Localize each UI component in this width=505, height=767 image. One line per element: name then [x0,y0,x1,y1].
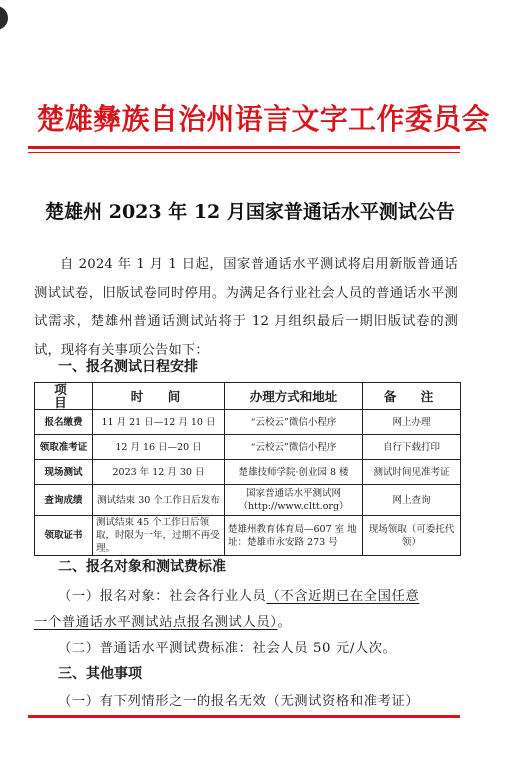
cell-method: 国家普通话水平测试网（http://www.cltt.org） [225,485,363,516]
cell-time: 2023 年 12 月 30 日 [93,460,225,485]
table-row [35,460,461,485]
eligibility-line-continued [34,611,291,630]
eligibility-period: 。 [277,615,292,630]
issuer-header: 楚雄彝族自治州语言文字工作委员会 [36,102,490,136]
page-corner-mark [0,6,8,30]
cell-method: 楚雄技师学院·创业园 8 楼 [225,460,363,485]
fee-standard-line: （二）普通话水平测试费标准：社会人员 50 元/人次。 [58,641,397,656]
table-row [35,485,461,516]
cell-item: 领取证书 [35,516,93,556]
cell-method: “云校云”微信小程序 [225,410,363,435]
table-row [35,435,461,460]
cell-time: 测试结束 30 个工作日后发布 [93,485,225,516]
table-row [35,410,461,435]
cell-note: 网上查询 [363,485,461,516]
cell-item: 领取准考证 [35,435,93,460]
cell-item: 报名缴费 [35,410,93,435]
eligibility-line [58,585,419,604]
col-header-method: 办理方式和地址 [225,383,363,410]
document-title: 楚雄州 2023 年 12 月国家普通话水平测试公告 [45,201,455,223]
table-row [35,516,461,556]
col-header-time: 时 间 [93,383,225,410]
cell-time: 测试结束 45 个工作日后领取，时限为一年，过期不再受理。 [93,516,225,556]
cell-item: 查询成绩 [35,485,93,516]
col-header-item: 项 目 [35,383,93,410]
section-heading-eligibility: 二、报名对象和测试费标准 [58,559,226,575]
schedule-table [34,382,461,556]
cell-time: 11 月 21 日—12 月 10 日 [93,410,225,435]
cell-note: 测试时间见准考证 [363,460,461,485]
cell-method: 楚雄州教育体育局—607 室 地址：楚雄市永安路 273 号 [225,516,363,556]
section-heading-other: 三、其他事项 [58,666,142,682]
cell-time: 12 月 16 日—20 日 [93,435,225,460]
cell-item: 现场测试 [35,460,93,485]
table-header-row [35,383,461,410]
red-rule-thick [28,146,460,149]
section-heading-schedule: 一、报名测试日程安排 [58,359,198,375]
cell-note: 现场领取（可委托代领） [363,516,461,556]
red-rule-bottom [28,715,460,718]
intro-paragraph: 自 2024 年 1 月 1 日起，国家普通话水平测试将启用新版普通话测试试卷，旧版试卷同时停用。为满足各行业社会人员的普通话水平测试需求，楚雄州普通话测试站将于 12 月组织最后一期旧版试卷的测试，现将有关事项公告如下： [34,257,458,358]
col-header-note: 备 注 [363,383,461,410]
eligibility-label: （一）报名对象：社会各行业人员 [58,589,267,604]
cell-note: 网上办理 [363,410,461,435]
eligibility-exclusion-end: 一个普通话水平测试站点报名测试人员） [34,615,278,630]
invalid-registration-line: （一）有下列情形之一的报名无效（无测试资格和准考证） [58,694,420,709]
red-rule-thin [28,152,460,153]
eligibility-exclusion-start: （不含近期已在全国任意 [266,589,420,604]
cell-note: 自行下载打印 [363,435,461,460]
cell-method: “云校云”微信小程序 [225,435,363,460]
